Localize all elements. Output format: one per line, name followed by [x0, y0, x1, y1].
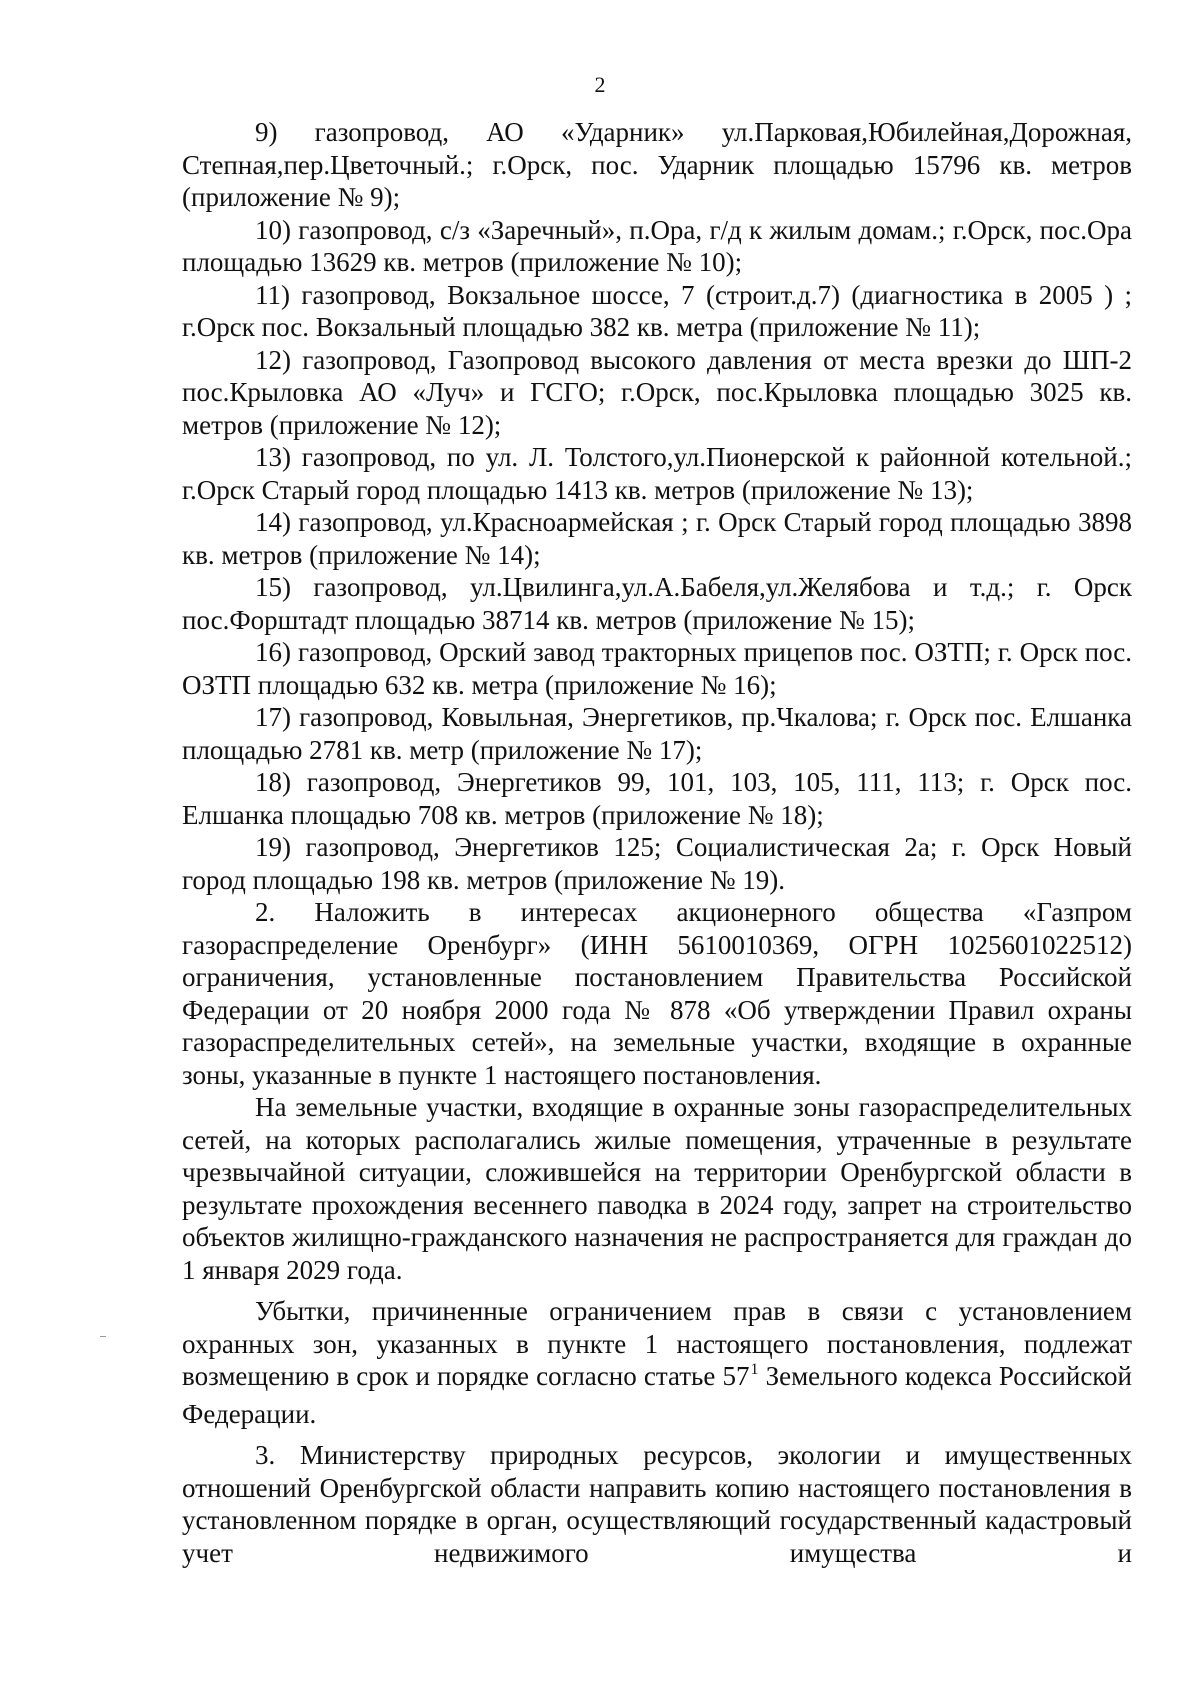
item-11-paragraph: 11) газопровод, Вокзальное шоссе, 7 (строит.д.7) (диагностика в 2005 ) ; г.Орск пос. Вокзальный площадью 382 кв. метра (приложение № 11); [182, 279, 1132, 342]
item-17-paragraph: 17) газопровод, Ковыльная, Энергетиков, пр.Чкалова; г. Орск пос. Елшанка площадью 2781 кв. метр (приложение № 17); [182, 702, 1132, 765]
losses-compensation-paragraph [182, 1295, 1132, 1430]
item-19-paragraph: 19) газопровод, Энергетиков 125; Социалистическая 2а; г. Орск Новый город площадью 198 кв. метров (приложение № 19). [182, 832, 1132, 895]
flood-exception-paragraph: На земельные участки, входящие в охранные зоны газораспределительных сетей, на которых располагались жилые помещения, утраченные в результате чрезвычайной ситуации, сложившейся на территории Оренбургской области в результате прохождения весеннего паводка в 2024 году, запрет на строительство объектов жилищно-гражданского назначения не распространяется для граждан до 1 января 2029 года. [182, 1092, 1132, 1285]
item-12-paragraph: 12) газопровод, Газопровод высокого давления от места врезки до ШП-2 пос.Крыловка АО «Луч» и ГСГО; г.Орск, пос.Крыловка площадью 3025 кв. метров (приложение № 12); [182, 344, 1132, 440]
section-3-ministry-paragraph: 3. Министерству природных ресурсов, экологии и имущественных отношений Оренбургской области направить копию настоящего постановления в установленном порядке в орган, осуществляющий государственный кадастровый учет недвижимого имущества и [182, 1440, 1132, 1568]
page-number: 2 [594, 72, 606, 97]
item-13-paragraph: 13) газопровод, по ул. Л. Толстого,ул.Пионерской к районной котельной.; г.Орск Старый город площадью 1413 кв. метров (приложение № 13); [182, 442, 1132, 505]
article-superscript: 1 [750, 1361, 759, 1378]
losses-text-before: Убытки, причиненные ограничением прав в связи с установлением охранных зон, указанных в пункте 1 настоящего постановления, подлежат возмещению в срок и порядке согласно статье 57 [182, 1296, 1132, 1391]
item-18-paragraph: 18) газопровод, Энергетиков 99, 101, 103, 105, 111, 113; г. Орск пос. Елшанка площадью 708 кв. метров (приложение № 18); [182, 767, 1132, 830]
document-body [182, 116, 1132, 1569]
item-9-paragraph: 9) газопровод, АО «Ударник» ул.Парковая,Юбилейная,Дорожная, Степная,пер.Цветочный.; г.Орск, пос. Ударник площадью 15796 кв. метров (приложение № 9); [182, 117, 1132, 212]
item-14-paragraph: 14) газопровод, ул.Красноармейская ; г. Орск Старый город площадью 3898 кв. метров (приложение № 14); [182, 507, 1132, 570]
scan-artifact-mark [100, 1336, 106, 1337]
item-16-paragraph: 16) газопровод, Орский завод тракторных прицепов пос. ОЗТП; г. Орск пос. ОЗТП площадью 632 кв. метра (приложение № 16); [182, 637, 1132, 700]
section-2-restrictions-paragraph: 2. Наложить в интересах акционерного общества «Газпром газораспределение Оренбург» (ИНН 5610010369, ОГРН 1025601022512) ограничения, установленные постановлением Правительства Российской Федерации от 20 ноября 2000 года № 878 «Об утверждении Правил охраны газораспределительных сетей», на земельные участки, входящие в охранные зоны, указанные в пункте 1 настоящего постановления. [182, 897, 1132, 1090]
item-10-paragraph: 10) газопровод, с/з «Заречный», п.Ора, г/д к жилым домам.; г.Орск, пос.Ора площадью 13629 кв. метров (приложение № 10); [182, 214, 1132, 277]
losses-text-after: Земельного кодекса Российской Федерации. [182, 1361, 1132, 1429]
item-15-paragraph: 15) газопровод, ул.Цвилинга,ул.А.Бабеля,ул.Желябова и т.д.; г. Орск пос.Форштадт площадью 38714 кв. метров (приложение № 15); [182, 572, 1132, 635]
